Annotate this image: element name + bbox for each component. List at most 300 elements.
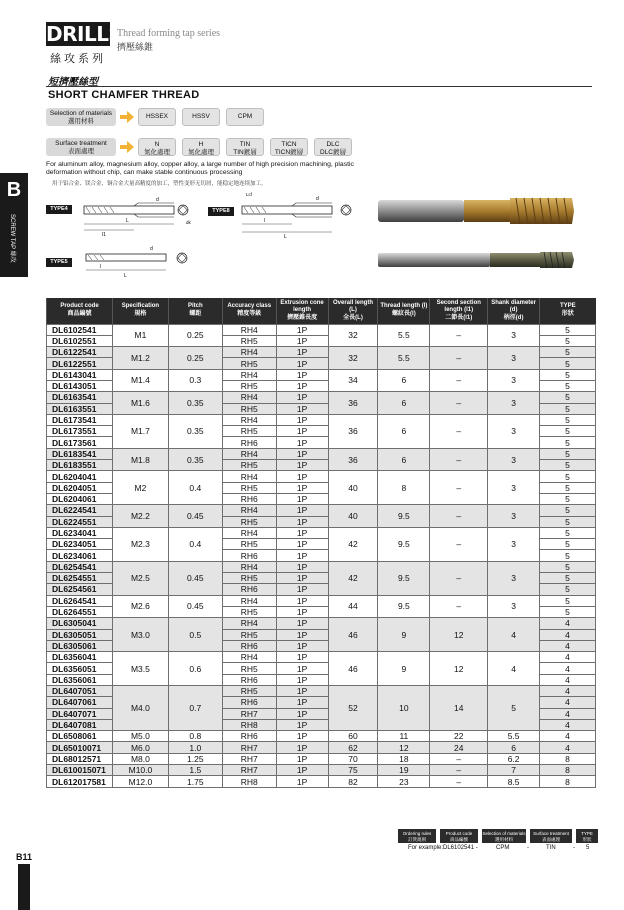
description-cn: 用于铝合金、镁合金、铜合金大量高精度的加工，塑性变形无切屑，能稳定地连续加工。	[52, 181, 267, 187]
dim-l-big: L	[284, 234, 287, 240]
cell-accuracy-class: RH4	[222, 324, 276, 335]
surface-cn: 氮化處理	[188, 148, 214, 156]
table-row	[47, 595, 596, 606]
cell-accuracy-class: RH5	[222, 482, 276, 493]
cell-second-length: –	[430, 595, 488, 618]
cell-specification: M1.6	[112, 392, 168, 415]
cell-type: 5	[540, 527, 596, 538]
ordering-box-en: Product code	[445, 831, 473, 836]
cell-type: 5	[540, 426, 596, 437]
spec-table	[46, 298, 596, 788]
cell-accuracy-class: RH4	[222, 505, 276, 516]
cell-accuracy-class: RH5	[222, 358, 276, 369]
materials-label-en: Selection of materials	[49, 110, 113, 117]
table-row	[47, 505, 596, 516]
cell-type: 5	[540, 460, 596, 471]
cell-product-code: DL6356051	[47, 663, 113, 674]
cell-cone-length: 1P	[276, 358, 328, 369]
cell-pitch: 0.7	[168, 686, 222, 731]
col-header-en: Shank diameter (d)	[491, 299, 536, 313]
cell-pitch: 0.35	[168, 414, 222, 448]
cell-cone-length: 1P	[276, 426, 328, 437]
cell-thread-length: 10	[378, 686, 430, 731]
cell-product-code: DL65010071	[47, 742, 113, 753]
example-dash: -	[573, 845, 575, 851]
cell-accuracy-class: RH5	[222, 629, 276, 640]
cell-type: 5	[540, 539, 596, 550]
cell-accuracy-class: RH5	[222, 380, 276, 391]
cell-thread-length: 9	[378, 652, 430, 686]
surface-option-dlc	[314, 138, 352, 156]
cell-type: 5	[540, 573, 596, 584]
cell-specification: M1.7	[112, 414, 168, 448]
cell-type: 5	[540, 335, 596, 346]
cell-second-length: –	[430, 369, 488, 392]
brand-subtitle: 絲攻系列	[50, 53, 106, 65]
cell-product-code: DL610015071	[47, 765, 113, 776]
dim-d: d	[316, 196, 319, 202]
cell-thread-length: 23	[378, 776, 430, 787]
col-header-en: Specification	[121, 303, 160, 310]
cell-pitch: 1.75	[168, 776, 222, 787]
col-header-cn: 形狀	[561, 310, 574, 317]
cell-product-code: DL6356041	[47, 652, 113, 663]
col-header-en: Overall length (L)	[332, 299, 373, 313]
cell-cone-length: 1P	[276, 708, 328, 719]
cell-accuracy-class: RH5	[222, 426, 276, 437]
cell-overall-length: 82	[328, 776, 378, 787]
cell-accuracy-class: RH4	[222, 347, 276, 358]
category-title-cn: 短擠壓絲型	[48, 77, 98, 88]
cell-overall-length: 75	[328, 765, 378, 776]
cell-shank-diameter: 3	[488, 414, 540, 448]
cell-accuracy-class: RH6	[222, 640, 276, 651]
cell-second-length: –	[430, 776, 488, 787]
cell-specification: M2.2	[112, 505, 168, 528]
cell-cone-length: 1P	[276, 573, 328, 584]
type8-tag: TYPE8	[208, 207, 234, 216]
page-number: B11	[16, 852, 33, 862]
cell-overall-length: 34	[328, 369, 378, 392]
cell-type: 5	[540, 561, 596, 572]
cell-shank-diameter: 3	[488, 392, 540, 415]
cell-second-length: –	[430, 392, 488, 415]
cell-product-code: DL6183541	[47, 448, 113, 459]
cell-product-code: DL6407051	[47, 686, 113, 697]
cell-cone-length: 1P	[276, 471, 328, 482]
table-header-row	[47, 298, 596, 324]
cell-overall-length: 36	[328, 392, 378, 415]
cell-type: 4	[540, 652, 596, 663]
cell-cone-length: 1P	[276, 380, 328, 391]
col-header-cn: 全長(L)	[343, 314, 363, 321]
cell-type: 5	[540, 448, 596, 459]
cell-shank-diameter: 5	[488, 686, 540, 731]
cell-cone-length: 1P	[276, 516, 328, 527]
table-row	[47, 324, 596, 335]
cell-product-code: DL6173551	[47, 426, 113, 437]
cell-thread-length: 9.5	[378, 595, 430, 618]
type5-diagram	[76, 242, 206, 282]
col-header-en: Second section length (l1)	[436, 299, 481, 313]
cell-cone-length: 1P	[276, 652, 328, 663]
cell-specification: M8.0	[112, 753, 168, 764]
cell-accuracy-class: RH8	[222, 776, 276, 787]
cell-accuracy-class: RH5	[222, 539, 276, 550]
cell-type: 5	[540, 403, 596, 414]
cell-cone-length: 1P	[276, 437, 328, 448]
cell-shank-diameter: 3	[488, 347, 540, 370]
table-row	[47, 686, 596, 697]
cell-product-code: DL6204051	[47, 482, 113, 493]
table-row	[47, 347, 596, 358]
example-code: DL6102541 -	[443, 845, 478, 851]
category-title: SHORT CHAMFER THREAD	[48, 89, 200, 101]
col-header-cn: 二節長(l1)	[445, 314, 473, 321]
dim-d: d	[156, 197, 159, 203]
cell-accuracy-class: RH4	[222, 392, 276, 403]
cell-accuracy-class: RH6	[222, 437, 276, 448]
cell-shank-diameter: 3	[488, 448, 540, 471]
cell-pitch: 0.25	[168, 324, 222, 347]
ordering-surface-box	[530, 829, 572, 843]
cell-type: 4	[540, 742, 596, 753]
col-header-en: Product code	[60, 303, 99, 310]
cell-pitch: 0.45	[168, 505, 222, 528]
cell-specification: M1	[112, 324, 168, 347]
cell-cone-length: 1P	[276, 606, 328, 617]
type8-diagram	[236, 188, 366, 244]
cell-product-code: DL6143051	[47, 380, 113, 391]
dim-d: d	[150, 246, 153, 252]
arrow-right-icon	[120, 111, 134, 123]
cell-product-code: DL6305051	[47, 629, 113, 640]
cell-accuracy-class: RH4	[222, 369, 276, 380]
col-header-cn: 螺紋長(l)	[392, 310, 416, 317]
cell-cone-length: 1P	[276, 776, 328, 787]
surface-option-ticn	[270, 138, 308, 156]
cell-type: 5	[540, 347, 596, 358]
cell-accuracy-class: RH6	[222, 584, 276, 595]
cell-type: 4	[540, 618, 596, 629]
cell-overall-length: 42	[328, 527, 378, 561]
cell-pitch: 1.25	[168, 753, 222, 764]
col-header	[488, 298, 540, 324]
example-material: CPM	[496, 845, 510, 851]
dim-l-big: L	[126, 218, 129, 224]
example-dash: -	[527, 845, 529, 851]
cell-specification: M1.4	[112, 369, 168, 392]
cell-pitch: 0.4	[168, 471, 222, 505]
cell-pitch: 0.35	[168, 448, 222, 471]
cell-cone-length: 1P	[276, 550, 328, 561]
table-row	[47, 448, 596, 459]
col-header	[430, 298, 488, 324]
cell-product-code: DL6143041	[47, 369, 113, 380]
cell-type: 5	[540, 324, 596, 335]
cell-specification: M2.3	[112, 527, 168, 561]
cell-product-code: DL6102551	[47, 335, 113, 346]
page-bar	[18, 864, 30, 910]
cell-thread-length: 8	[378, 471, 430, 505]
cell-thread-length: 9	[378, 618, 430, 652]
cell-thread-length: 5.5	[378, 324, 430, 347]
cell-accuracy-class: RH4	[222, 561, 276, 572]
series-title-cn: 擠壓絲錐	[117, 42, 154, 52]
cell-specification: M4.0	[112, 686, 168, 731]
ordering-box-en: TYPE	[581, 831, 593, 836]
cell-accuracy-class: RH4	[222, 652, 276, 663]
cell-type: 4	[540, 674, 596, 685]
col-header-cn: 商品編號	[67, 310, 92, 317]
cell-pitch: 0.8	[168, 731, 222, 742]
cell-overall-length: 52	[328, 686, 378, 731]
cell-thread-length: 9.5	[378, 505, 430, 528]
col-header-en: Thread length (l)	[380, 303, 428, 310]
ordering-box-en: Selection of materials	[482, 831, 526, 836]
cell-cone-length: 1P	[276, 493, 328, 504]
cell-type: 4	[540, 686, 596, 697]
ordering-box-cn: 形狀	[582, 836, 592, 842]
series-title-en: Thread forming tap series	[117, 28, 221, 39]
cell-accuracy-class: RH5	[222, 606, 276, 617]
cell-specification: M12.0	[112, 776, 168, 787]
cell-accuracy-class: RH5	[222, 686, 276, 697]
col-header-cn: 精度等級	[237, 310, 262, 317]
cell-pitch: 0.45	[168, 561, 222, 595]
material-option-cpm: CPM	[226, 108, 264, 126]
materials-label	[46, 108, 116, 126]
cell-product-code: DL6305041	[47, 618, 113, 629]
cell-overall-length: 44	[328, 595, 378, 618]
surface-code: TICN	[281, 141, 297, 148]
cell-shank-diameter: 3	[488, 369, 540, 392]
cell-accuracy-class: RH5	[222, 663, 276, 674]
cell-product-code: DL6254551	[47, 573, 113, 584]
surface-option-tin	[226, 138, 264, 156]
ordering-type-box	[576, 829, 598, 843]
cell-product-code: DL6508061	[47, 731, 113, 742]
cell-accuracy-class: RH6	[222, 493, 276, 504]
dim-l-big: L	[124, 273, 127, 279]
table-row	[47, 765, 596, 776]
cell-type: 5	[540, 414, 596, 425]
col-header-en: Pitch	[187, 303, 203, 310]
surface-code: N	[154, 141, 160, 148]
cell-accuracy-class: RH4	[222, 527, 276, 538]
cell-cone-length: 1P	[276, 448, 328, 459]
cell-product-code: DL6254541	[47, 561, 113, 572]
example-type: 5	[586, 845, 590, 851]
materials-label-cn: 選用材料	[68, 117, 94, 125]
cell-second-length: –	[430, 527, 488, 561]
cell-cone-length: 1P	[276, 392, 328, 403]
col-header-cn: 規格	[134, 310, 147, 317]
cell-type: 5	[540, 493, 596, 504]
cell-cone-length: 1P	[276, 403, 328, 414]
header-divider	[46, 86, 592, 87]
cell-product-code: DL6234051	[47, 539, 113, 550]
cell-second-length: –	[430, 753, 488, 764]
cell-pitch: 0.45	[168, 595, 222, 618]
cell-type: 4	[540, 640, 596, 651]
cell-shank-diameter: 4	[488, 652, 540, 686]
cell-type: 5	[540, 380, 596, 391]
cell-accuracy-class: RH5	[222, 573, 276, 584]
col-header	[276, 298, 328, 324]
cell-cone-length: 1P	[276, 629, 328, 640]
cell-cone-length: 1P	[276, 663, 328, 674]
cell-accuracy-class: RH4	[222, 618, 276, 629]
col-header	[112, 298, 168, 324]
surface-cn: 氮化處理	[144, 148, 170, 156]
section-letter: B	[0, 173, 28, 207]
cell-specification: M1.2	[112, 347, 168, 370]
cell-second-length: –	[430, 347, 488, 370]
cell-cone-length: 1P	[276, 347, 328, 358]
cell-second-length: 24	[430, 742, 488, 753]
type4-tag: TYPE4	[46, 205, 72, 214]
cell-specification: M6.0	[112, 742, 168, 753]
cell-accuracy-class: RH6	[222, 731, 276, 742]
cell-second-length: –	[430, 471, 488, 505]
cell-overall-length: 46	[328, 652, 378, 686]
surface-cn: DLC鍍層	[319, 148, 346, 156]
cell-second-length: –	[430, 414, 488, 448]
cell-shank-diameter: 4	[488, 618, 540, 652]
dim-l1: l1	[102, 232, 106, 238]
surface-cn: TIN鍍層	[233, 148, 257, 156]
dim-dk: dk	[186, 220, 191, 225]
cell-product-code: DL6407081	[47, 719, 113, 730]
cell-second-length: 12	[430, 618, 488, 652]
cell-cone-length: 1P	[276, 765, 328, 776]
cell-thread-length: 6	[378, 448, 430, 471]
cell-type: 5	[540, 606, 596, 617]
cell-product-code: DL6254561	[47, 584, 113, 595]
surface-cn: TICN鍍層	[274, 148, 304, 156]
cell-product-code: DL6183551	[47, 460, 113, 471]
cell-cone-length: 1P	[276, 618, 328, 629]
col-header	[222, 298, 276, 324]
cell-shank-diameter: 8.5	[488, 776, 540, 787]
table-row	[47, 753, 596, 764]
cell-product-code: DL6264541	[47, 595, 113, 606]
cell-product-code: DL6264551	[47, 606, 113, 617]
cell-shank-diameter: 3	[488, 527, 540, 561]
cell-shank-diameter: 6.2	[488, 753, 540, 764]
cell-specification: M2.6	[112, 595, 168, 618]
ordering-box-en: Surface treatment	[533, 831, 569, 836]
cell-overall-length: 70	[328, 753, 378, 764]
cell-pitch: 0.5	[168, 618, 222, 652]
table-row	[47, 369, 596, 380]
type4-diagram	[46, 192, 196, 242]
col-header-en: TYPE	[559, 303, 576, 310]
table-row	[47, 776, 596, 787]
table-row	[47, 527, 596, 538]
cell-cone-length: 1P	[276, 686, 328, 697]
cell-cone-length: 1P	[276, 369, 328, 380]
cell-thread-length: 6	[378, 392, 430, 415]
cell-type: 4	[540, 663, 596, 674]
ordering-box-cn: 表面處理	[542, 836, 560, 842]
cell-accuracy-class: RH6	[222, 674, 276, 685]
cell-cone-length: 1P	[276, 460, 328, 471]
cell-accuracy-class: RH7	[222, 708, 276, 719]
cell-cone-length: 1P	[276, 482, 328, 493]
cell-second-length: –	[430, 561, 488, 595]
cell-product-code: DL6234041	[47, 527, 113, 538]
cell-pitch: 1.5	[168, 765, 222, 776]
cell-product-code: DL6356061	[47, 674, 113, 685]
dim-l: l	[264, 218, 266, 224]
cell-shank-diameter: 7	[488, 765, 540, 776]
cell-product-code: DL6224551	[47, 516, 113, 527]
table-row	[47, 652, 596, 663]
example-label: For example:	[408, 845, 444, 851]
dim-lcf: Lcf	[246, 192, 253, 197]
cell-type: 4	[540, 719, 596, 730]
cell-shank-diameter: 5.5	[488, 731, 540, 742]
cell-accuracy-class: RH5	[222, 335, 276, 346]
cell-cone-length: 1P	[276, 731, 328, 742]
cell-second-length: 14	[430, 686, 488, 731]
cell-type: 5	[540, 437, 596, 448]
surface-code: TIN	[239, 141, 251, 148]
cell-accuracy-class: RH7	[222, 753, 276, 764]
cell-overall-length: 42	[328, 561, 378, 595]
cell-type: 5	[540, 358, 596, 369]
cell-cone-length: 1P	[276, 640, 328, 651]
arrow-right-icon	[120, 141, 134, 153]
cell-cone-length: 1P	[276, 527, 328, 538]
cell-accuracy-class: RH4	[222, 414, 276, 425]
cell-accuracy-class: RH5	[222, 460, 276, 471]
cell-type: 5	[540, 482, 596, 493]
cell-pitch: 0.4	[168, 527, 222, 561]
cell-type: 4	[540, 708, 596, 719]
cell-type: 4	[540, 629, 596, 640]
cell-shank-diameter: 6	[488, 742, 540, 753]
cell-second-length: –	[430, 765, 488, 776]
cell-thread-length: 9.5	[378, 527, 430, 561]
cell-accuracy-class: RH5	[222, 403, 276, 414]
cell-second-length: –	[430, 448, 488, 471]
cell-overall-length: 40	[328, 471, 378, 505]
material-option-hssex: HSSEX	[138, 108, 176, 126]
cell-overall-length: 62	[328, 742, 378, 753]
ordering-rules-box	[398, 829, 436, 843]
cell-cone-length: 1P	[276, 539, 328, 550]
cell-cone-length: 1P	[276, 595, 328, 606]
cell-accuracy-class: RH4	[222, 595, 276, 606]
table-row	[47, 618, 596, 629]
cell-second-length: 12	[430, 652, 488, 686]
col-header-en: Extrusion cone length	[280, 299, 324, 313]
ordering-box-cn: 商品編號	[450, 836, 468, 842]
surface-code: H	[198, 141, 204, 148]
material-option-hssv: HSSV	[182, 108, 220, 126]
cell-cone-length: 1P	[276, 584, 328, 595]
cell-accuracy-class: RH6	[222, 697, 276, 708]
cell-accuracy-class: RH7	[222, 765, 276, 776]
cell-cone-length: 1P	[276, 414, 328, 425]
cell-cone-length: 1P	[276, 742, 328, 753]
cell-overall-length: 46	[328, 618, 378, 652]
cell-thread-length: 18	[378, 753, 430, 764]
table-row	[47, 742, 596, 753]
